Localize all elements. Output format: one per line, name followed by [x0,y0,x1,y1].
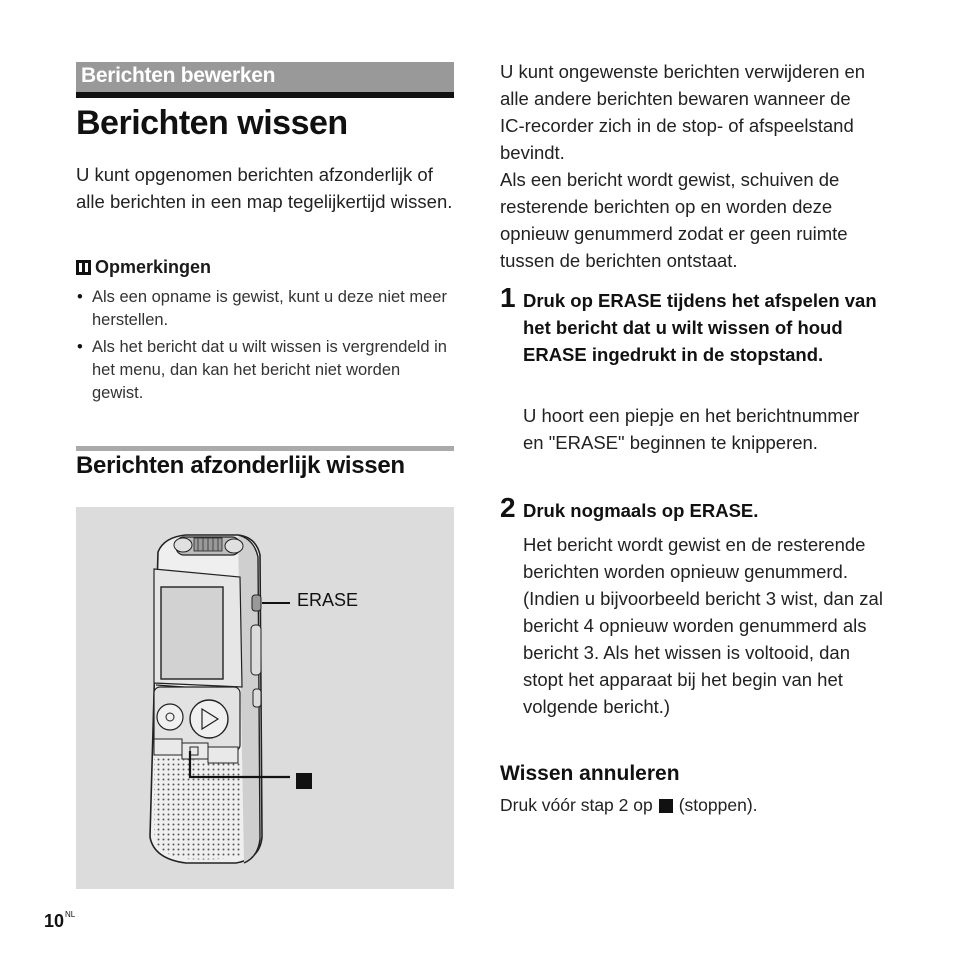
step-body: Het bericht wordt gewist en de resterende berichten worden opnieuw genummerd. (Indien u bijvoorbeeld bericht 3 wist, dan zal bericht 4 opnieuw worden genummerd als bericht 3. Als het wissen is voltooid, dan stopt het apparaat bij het begin van het volgende bericht.) [523,534,883,717]
notes-heading-label: Opmerkingen [95,257,212,277]
page-number-value: 10 [44,911,65,931]
step-title: Druk nogmaals op ERASE. [523,500,759,521]
page-title: Berichten wissen [76,104,348,142]
cancel-heading: Wissen annuleren [500,762,680,785]
subsection-rule [76,446,454,451]
erase-callout-label: ERASE [297,590,359,610]
step-number: 1 [500,282,516,313]
intro-paragraph: U kunt opgenomen berichten afzonderlijk of alle berichten in een map tegelijkertijd wissen. [76,164,453,212]
right-intro [500,58,880,274]
notes-list [76,286,456,409]
stop-square-icon [659,799,673,813]
page-language-suffix: NL [65,910,76,919]
device-illustration [76,507,454,889]
cancel-text-before: Druk vóór stap 2 op [500,795,653,815]
cancel-text-after: (stoppen). [678,795,758,815]
step-body: U hoort een piepje en het berichtnummer en "ERASE" beginnen te knipperen. [523,405,860,453]
cancel-instruction [500,795,758,816]
note-item: • Als het bericht dat u wilt wissen is vergrendeld in het menu, dan kan het bericht niet worden gewist. [76,336,456,405]
step-number: 2 [500,492,516,523]
right-intro-paragraph-1: U kunt ongewenste berichten verwijderen en alle andere berichten bewaren wanneer de IC-recorder zich in de stop- of afspeelstand bevindt. [500,61,866,163]
note-item: • Als een opname is gewist, kunt u deze niet meer herstellen. [76,286,456,332]
note-icon [76,260,91,275]
step-title: Druk op ERASE tijdens het afspelen van het bericht dat u wilt wissen of houd ERASE ingedrukt in de stopstand. [523,290,877,365]
stop-square-icon [296,773,312,789]
subsection-title: Berichten afzonderlijk wissen [76,452,405,479]
section-header-band [76,62,454,98]
ic-recorder-drawing [76,507,454,889]
notes-heading [76,257,211,278]
right-intro-paragraph-2: Als een bericht wordt gewist, schuiven de resterende berichten op en worden deze opnieuw genummerd zodat er geen ruimte tussen de berichten ontstaat. [500,169,848,271]
page-number [44,910,75,932]
section-header: Berichten bewerken [81,64,276,87]
